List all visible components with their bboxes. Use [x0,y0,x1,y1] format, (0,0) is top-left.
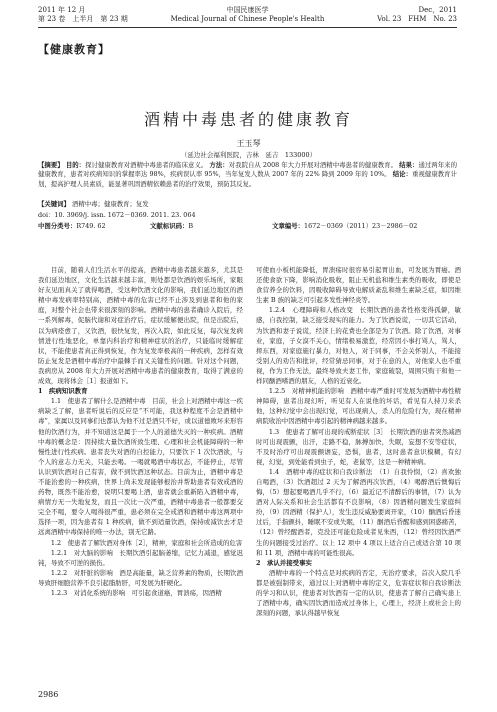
abstract-conclusion: 重视健康教育计划，提高护理人员素质，能显著巩固酒精依赖患者的治疗效果，预防其反复。 [38,170,458,188]
body-paragraph: 1.2.1 对大脑的影响 长期饮酒引起脑萎缩，记忆力减退，感觉迟钝，导致不可逆的损伤。 [38,548,243,567]
right-column [256,265,461,618]
body-paragraph: 目前，随着人们生活水平的提高，酒精中毒患者越来越多，尤其是我们延边地区，文化生活越来越丰富，则处都是饮酒的娱乐场所，家眼好友见面真关了就得喝酒，受这种饮酒文化的影响，我们延边地区的酒精中毒发病率特别高，酒精中毒的危害已经不止涉及到患者和他的家庭，对整个社会也带来很深刻的影响。酒精中毒的患者确诊入院后，经一系列解毒，促脑代谢和对症治疗后，症状缓解便出院，但是出院后，以为病痊愈了，又饮酒，很快复发，再次入院，如此反复，每次复发病情进行性地恶化，单靠内科治疗和精神症状的治疗，只能临时缓解症状，不能使患者真正得到恢复，作为复发率极高的一种疾病，怎样有效防止复发是酒精中毒治疗中最棘手而又关键性的问题。针对这个问题，我病房从 2008 年大力开展对酒精中毒患者的健康教育，取得了满意的成效，现将体会［1］报道如下。 [38,266,243,386]
code-label: 文献标识码： [150,222,189,230]
journal-name-cn: 中国民康医学 [226,6,269,14]
issue-date: 2011 年 12 月 [38,6,86,14]
section-heading: 2 承认并接受事实 [256,558,312,567]
clc-label: 中图分类号： [38,222,77,230]
classification-line [38,222,457,231]
conclusion-label: 结论： [392,170,413,179]
page-number: 2986 [38,690,59,699]
abstract-label: 【摘要】 [38,161,64,169]
article-author: 王玉琴 [236,139,261,148]
abstract-method: 对我院自从 2008 年大力开展对酒精中毒患者的健康教育。 [228,161,398,169]
header-right [377,6,457,24]
journal-name-en: Medical Journal of Chinese People's Health [170,15,325,23]
body-paragraph: 1.2 使患者了解饮酒对身体［2］，精神，家庭和社会所造成的危害 [50,538,243,547]
doi: doi：10. 3969/j. issn. 1672－0369. 2011. 23. 064 [38,211,196,219]
abstract-purpose: 探讨健康教育对酒精中毒患者的临床意义。 [85,161,208,169]
article-number: 1672－0369（2011）23－2986－02 [304,222,418,230]
body-paragraph: 1.2.2 对肝脏的影响 酒是高能量，缺乏营养素的物质，长期饮酒导致肝细胞营养不良引起脂肪肝，可发展为肝硬化。 [38,568,243,587]
volume-issue: 第 23 卷 上半月 第 23 期 [38,15,128,23]
keywords-line [38,200,457,209]
method-label: 方法： [209,161,229,169]
body-paragraph: 1.1 使患者了解什么是酒精中毒 目前，社会上对酒精中毒这一疾病缺乏了解，患者听说后的反应是“不可能，我这种程度不会是酒精中毒”，家属以及同事们也都认为他不过是酒只不好，或以道德败坏来形容他的饮酒行为，并不知道这是属于一个人的道德失灭的一种疾病。酒精中毒的概念是：因持续大量饮酒所致生理、心理和社会机能障碍的一种慢性进行性疾病。患者丧失对酒的自控能力，只要饮下 1 次饮酒欲，与个人的意志力无关，只能去喝。一喝就喝酒中毒状态，不能停止，尽管认识到饮酒对自己有害，做不到饮酒这种状态。目前为止，酒精中毒是不能治愈的一种疾病，世界上尚未发现能够根治并帮助患者有效戒酒的药物，既然不能治愈，说明只要喝上酒，患者就会重新陷入酒精中毒，病情方无一失地复发，而且一次比一次严重，酒精中毒患者一般都要交完全不喝，要令人喝得很严重，患必须在完全戒酒和酒精中毒这两项中选择一项，因为患者有 1 种疾病，做不到适量饮酒，保持或减饮去才是远离酒精中毒保持的唯一办法，别无它路。 [38,397,243,537]
body-paragraph: 1.4 酒精中毒的症状和自我诊断法 （1）自我怜悯，（2）喜欢独自喝酒，（3）饮酒超过 2 天为了解酒再次饮酒，（4）喝醉酒后懊悔后悔，（5）想起要喝酒几乎不行，（6）最近记不清醉后的事情，（7）认为酒对人际关系和社会生活都有不良影响，（8）因酒精问题发生家庭纠纷，（9）因酒精（保护人），发生违反威胁要离开家，（10）酗酒后昏迷过后，手指颤抖，睡眠不安或失眠，（11）酗酒后昏醒和感到困惑痛苦，（12）曾经醒酒者，克没还可能危险成者见朱西，（12）曾经因饮酒严生的问题接受过治疗。以上 12 项中 4 项以上适合自己或适合第 10 项和 11 项，酒精中毒的可能性很高。 [256,467,461,557]
section-tag: 【健康教育】 [38,43,110,56]
header-rule [38,27,457,28]
body-paragraph: 1.3 使患者了解可出现的戒断症状［3］ 长期饮酒的患者突然减酒时可出现震颤，出汗，走路不稳，脉搏加快，失眠，妄想不安等症状，不及时治疗可出现震颤谵妄，恐惧，患者，这时患者意识模糊，有幻视，幻觉，到处能看到虫子，蛇，老鼠等，这是一种精神病。 [256,427,461,466]
body-paragraph: 酒精中毒的一个特点是对疾病的否定，无治疗要求，首次入院几乎都是被强制带来，通过以上对酒精中毒的定义，危害症状和自我诊断法的学习和认识，使患者对饮酒有一定的认识，使患者了解自己确实患上了酒精中毒，确实因饮酒而造成过身体上，心理上，经济上或社会上的深刻的问题，承认得越早恢复 [256,568,461,618]
section-heading: 1 疾病知识教育 [38,387,88,396]
doi-line [38,211,457,220]
body-paragraph: 1.2.4 心理障碍和人格改变 长期饮酒的患者性格变得孤僻，敏感，自我控制，缺乏接受现实的能力。为了饮酒说谎，一切其它活动，为饮酒和妻子说谎，经济上的花费也全部是为了饮酒。除了饮酒，对事业，家庭，子女漠不关心，情绪极易激惹，经常因小事打骂人，骂人，摔东西，对家庭施行暴力，对他人，对于同事，不会关怀别人，不能接受别人的劝告和批评，经常猜忌同事，对于在意的人，对他家人也不重视，作为工作无法，最终导致夫妻工作，家庭破裂，周围只购干和他一样同酗酒嗜酒的朋友，人格的近衰化。 [256,306,461,386]
body-paragraph: 1.2.5 对精神机能的影响 酒精中毒严重时可发展为酒精中毒性精神障碍，患者出现幻听，听见有人在说他的坏话，看见有人持刀来杀他，这种幻觉中会出现幻觉，可出现病人，杀人的危险行为，现在精神病院收治中因酒精中毒引起的精神病越来越多。 [256,387,461,426]
code-value: B [188,222,194,230]
author-affiliation: （延边社会福利医院，吉林 延吉 133000） [180,151,317,159]
body-paragraph: 1.2.3 对消化系统的影响 可引起食道癌，胃溃疡，因酒精 [50,589,222,597]
purpose-label: 目的： [65,161,86,169]
body-paragraph: 可使血小板机能降低，胃溃疡时很容易引起胃出血，可发展为胃癌。酒还使食欲下降，影响消化吸收，阻止无机盐和维生素类的吸收，即使是食营养全的饮料，因吸收障碍导致电解质紊乱和维生素缺乏症，如因维生素 B 族的缺乏可引起多发性神经炎等。 [256,266,461,305]
clc-value: R749. 62 [76,222,106,230]
keywords-text: 酒精中毒；健康教育；复发 [72,200,149,208]
abstract [38,161,457,189]
journal-header [38,6,457,32]
issue-date-en: Dec，2011 [418,6,457,14]
article-title: 酒精中毒患者的健康教育 [143,110,353,129]
abstract-result: 通过两年来的健康教育，患者对疾病知识的掌握率达 98%，疾病误认率 95%，当年复发人数从 2007 年的 22% 降到 2009 年的 10%。 [38,161,457,179]
result-label: 结果： [399,161,419,169]
keywords-label: 【关键词】 [38,200,70,208]
article-number-label: 文章编号： [272,222,305,230]
left-column [38,265,243,598]
volume-issue-en: Vol. 23 FHM No. 23 [377,15,457,23]
